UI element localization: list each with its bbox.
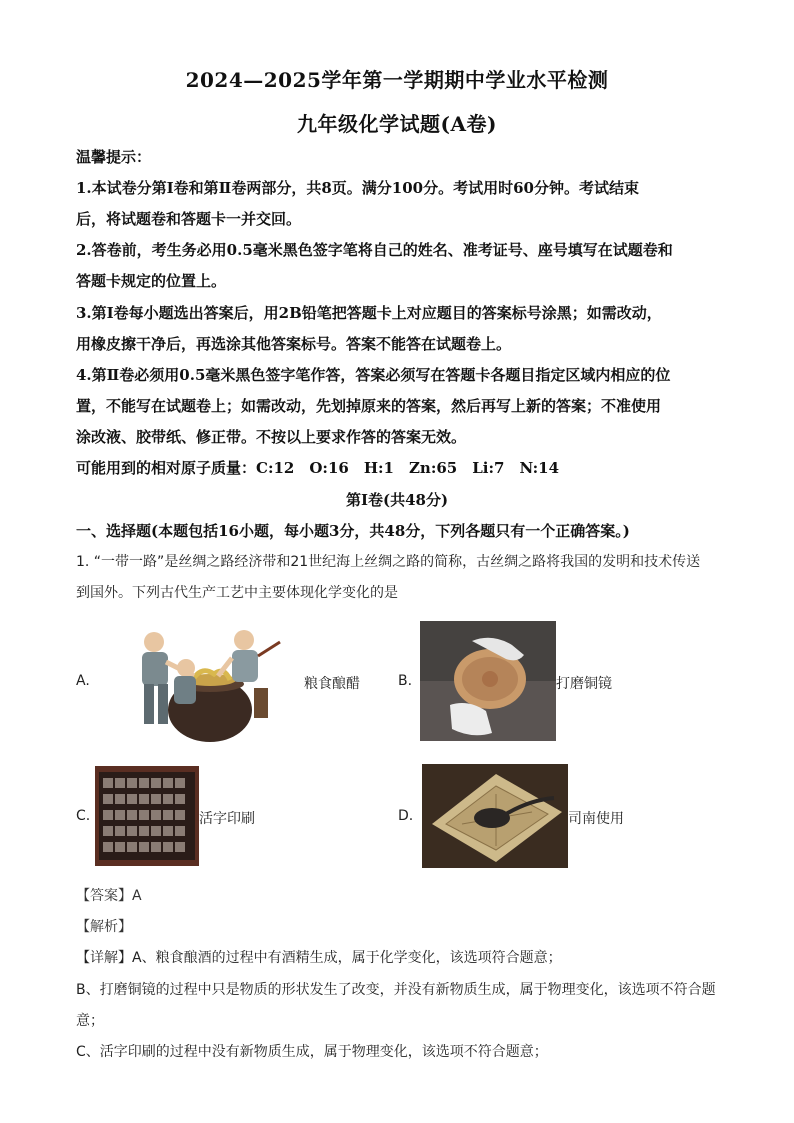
atomic-masses: 可能用到的相对原子质量：C:12 O:16 H:1 Zn:65 Li:7 N:14 — [76, 459, 560, 477]
section-instruction: 一、选择题(本题包括16小题，每小题3分，共48分，下列各题只有一个正确答案。) — [76, 522, 630, 540]
notice-heading: 温馨提示： — [76, 148, 152, 166]
notice-line: 后，将试题卷和答题卡一并交回。 — [76, 210, 302, 228]
notice-line: 答题卡规定的位置上。 — [76, 272, 227, 290]
notice-line: 置，不能写在试题卷上；如需改动，先划掉原来的答案，然后再写上新的答案；不准使用 — [76, 397, 662, 415]
option-a-image — [114, 618, 290, 744]
notice-line: 2.答卷前，考生务必用0.5毫米黑色签字笔将自己的姓名、准考证号、座号填写在试题卷和 — [76, 241, 673, 259]
question-stem: 到国外。下列古代生产工艺中主要体现化学变化的是 — [76, 585, 398, 601]
option-b-image — [420, 621, 556, 741]
option-b-text: 打磨铜镜 — [556, 676, 612, 692]
option-a-text: 粮食酿醋 — [304, 676, 360, 692]
notice-line: 1.本试卷分第Ⅰ卷和第Ⅱ卷两部分，共8页。满分100分。考试用时60分钟。考试结束 — [76, 179, 639, 197]
option-d-letter: D. — [398, 808, 414, 824]
question-stem: 1. “一带一路”是丝绸之路经济带和21世纪海上丝绸之路的简称，古丝绸之路将我国的发明和技术传送 — [76, 554, 701, 570]
option-c-text: 活字印刷 — [199, 811, 255, 827]
analysis-heading: 【解析】 — [76, 919, 132, 935]
answer-label: 【答案】A — [76, 888, 142, 904]
notice-line: 4.第Ⅱ卷必须用0.5毫米黑色签字笔作答，答案必须写在答题卡各题目指定区域内相应的位 — [76, 366, 671, 384]
option-d-image — [422, 764, 568, 868]
option-a-letter: A. — [76, 673, 90, 689]
exam-title: 2024—2025学年第一学期期中学业水平检测 — [185, 68, 609, 92]
exam-subtitle: 九年级化学试题(A卷) — [297, 112, 497, 136]
notice-line: 用橡皮擦干净后，再选涂其他答案标号。答案不能答在试题卷上。 — [76, 335, 512, 353]
option-b-letter: B. — [398, 673, 413, 689]
notice-line: 3.第Ⅰ卷每小题选出答案后，用2B铅笔把答题卡上对应题目的答案标号涂黑；如需改动， — [76, 304, 662, 322]
analysis-line: B、打磨铜镜的过程中只是物质的形状发生了改变，并没有新物质生成，属于物理变化，该选项不符合题 — [76, 982, 716, 998]
option-d-text: 司南使用 — [568, 811, 624, 827]
notice-line: 涂改液、胶带纸、修正带。不按以上要求作答的答案无效。 — [76, 428, 467, 446]
analysis-line: C、活字印刷的过程中没有新物质生成，属于物理变化，该选项不符合题意； — [76, 1044, 548, 1060]
analysis-line: 意； — [76, 1013, 104, 1029]
analysis-line: 【详解】A、粮食酿酒的过程中有酒精生成，属于化学变化，该选项符合题意； — [76, 950, 562, 966]
option-c-letter: C. — [76, 808, 91, 824]
section-title: 第Ⅰ卷(共48分) — [345, 491, 449, 509]
option-c-image — [95, 766, 199, 866]
